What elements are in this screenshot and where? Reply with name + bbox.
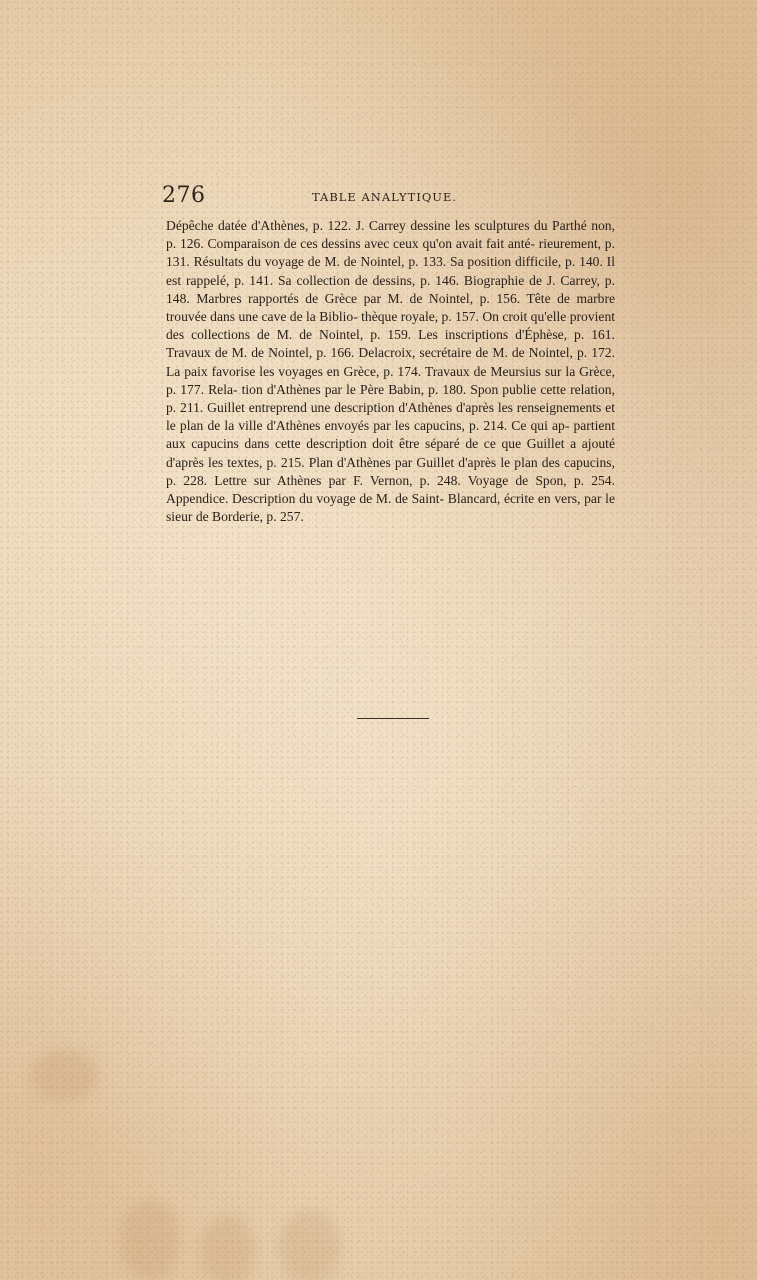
paper-stain — [280, 1210, 340, 1280]
index-paragraph — [166, 217, 615, 526]
paragraph-text: Dépêche datée d'Athènes, p. 122. J. Carrey dessine les sculptures du Parthé non, p. 126. Comparaison de ces dessins avec ceux qu'on avait fait anté- rieurement, p. 131. Résultats du voyage de M. de Nointel, p. 133. Sa position difficile, p. 140. Il est rappelé, p. 141. Sa collection de dessins, p. 146. Biographie de J. Carrey, p. 148. Marbres rapportés de Grèce par M. de Nointel, p. 156. Tête de marbre trouvée dans une cave de la Biblio- thèque royale, p. 157. On croit qu'elle provient des collections de M. de Nointel, p. 159. Les inscriptions d'Éphèse, p. 161. Travaux de M. de Nointel, p. 166. Delacroix, secrétaire de M. de Nointel, p. 172. La paix favorise les voyages en Grèce, p. 174. Travaux de Meursius sur la Grèce, p. 177. Rela- tion d'Athènes par le Père Babin, p. 180. Spon publie cette relation, p. 211. Guillet entreprend une description d'Athènes d'après les renseignements et le plan de la ville d'Athènes envoyés par les capucins, p. 214. Ce qui ap- partient aux capucins dans cette description doit être séparé de ce que Guillet a ajouté d'après les textes, p. 215. Plan d'Athènes par Guillet d'après le plan des capucins, p. 228. Lettre sur Athènes par F. Vernon, p. 248. Voyage de Spon, p. 254. Appendice. Description du voyage de M. de Saint- Blancard, écrite en vers, par le sieur de Borderie, p. 257. — [166, 218, 616, 525]
paper-stain — [120, 1200, 180, 1280]
page-header — [162, 184, 616, 210]
end-rule — [357, 718, 429, 719]
page-number: 276 — [162, 183, 206, 208]
paper-stain — [200, 1215, 255, 1280]
paper-stain — [30, 1050, 100, 1100]
running-head: TABLE ANALYTIQUE. — [312, 190, 458, 204]
